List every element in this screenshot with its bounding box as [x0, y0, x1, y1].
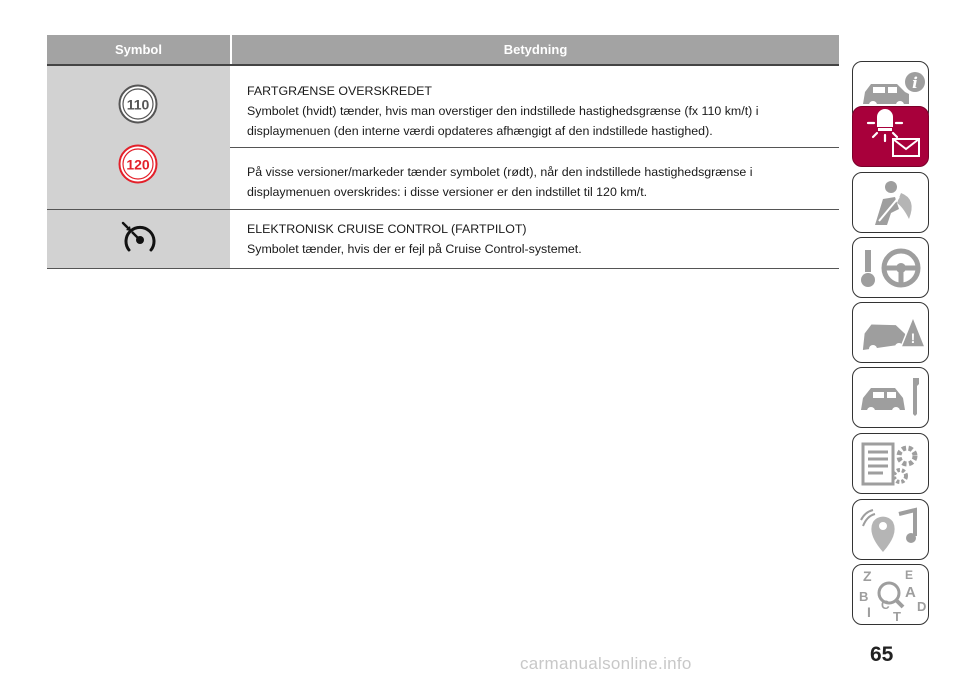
speed-limit-110-icon: [118, 84, 158, 124]
svg-text:i: i: [912, 74, 918, 92]
index-letter: D: [917, 599, 927, 614]
block-line: displaymenuen overskrides: i disse versioner er den indstillet til 120 km/t.: [247, 185, 648, 199]
tab-car-maintenance[interactable]: [852, 367, 929, 428]
block-line: Symbolet tænder, hvis der er fejl på Cruise Control-systemet.: [247, 242, 582, 256]
key-steering-wheel-icon: [853, 238, 930, 299]
symbol-cell: [47, 66, 230, 209]
index-letter: Z: [863, 568, 872, 584]
tab-seat-airbag[interactable]: [852, 172, 929, 233]
index-letter: B: [859, 589, 869, 604]
speed-limit-110-text: 110: [126, 96, 150, 113]
table-row: [47, 210, 839, 269]
tab-multimedia[interactable]: [852, 499, 929, 560]
meaning-block: [230, 66, 839, 147]
table-row: [47, 66, 839, 210]
car-emergency-icon: [853, 303, 930, 364]
seat-airbag-icon: [853, 173, 930, 234]
header-symbol: Symbol: [115, 42, 162, 57]
index-letter: A: [905, 584, 916, 601]
block-line: På visse versioner/markeder tænder symbolet (rødt), når den indstillede hastighedsgrænse i: [247, 165, 753, 179]
car-maintenance-icon: [853, 368, 930, 429]
alphabetical-index-icon: [853, 565, 930, 626]
warning-lights-icon: [853, 107, 930, 168]
watermark: carmanualsonline.info: [520, 654, 692, 673]
block-line: Symbolet (hvidt) tænder, hvis man overstiger den indstillede hastighedsgrænse (fx 110 km/t) i: [247, 104, 759, 118]
speed-limit-120-text: 120: [126, 156, 150, 173]
meaning-block: [230, 148, 839, 202]
symbol-table: [47, 35, 839, 269]
meaning-cell: [230, 210, 839, 268]
cruise-control-icon: [120, 220, 160, 256]
tab-key-steering-wheel[interactable]: [852, 237, 929, 298]
block-title: FARTGRÆNSE OVERSKREDET: [247, 84, 432, 98]
block-title: ELEKTRONISK CRUISE CONTROL (FARTPILOT): [247, 222, 527, 236]
specifications-icon: [853, 434, 930, 495]
svg-text:!: !: [910, 330, 916, 346]
page-number: 65: [870, 643, 894, 666]
meaning-cell: [230, 66, 839, 209]
index-letter: T: [893, 609, 901, 624]
index-letter: I: [867, 604, 871, 620]
index-letter: E: [905, 568, 914, 582]
tab-car-emergency[interactable]: [852, 302, 929, 363]
tab-warning-lights[interactable]: [852, 106, 929, 167]
tab-specifications[interactable]: [852, 433, 929, 494]
meaning-block: [247, 210, 839, 259]
header-meaning: Betydning: [230, 35, 839, 64]
symbol-cell: [47, 210, 230, 268]
multimedia-icon: [853, 500, 930, 561]
index-letter: C: [881, 598, 890, 612]
table-header: [47, 35, 839, 66]
tab-alphabetical-index[interactable]: [852, 564, 929, 625]
block-line: displaymenuen (den interne værdi opdateres afhængigt af den indstillede hastighed).: [247, 124, 713, 138]
speed-limit-120-icon: [118, 144, 158, 184]
